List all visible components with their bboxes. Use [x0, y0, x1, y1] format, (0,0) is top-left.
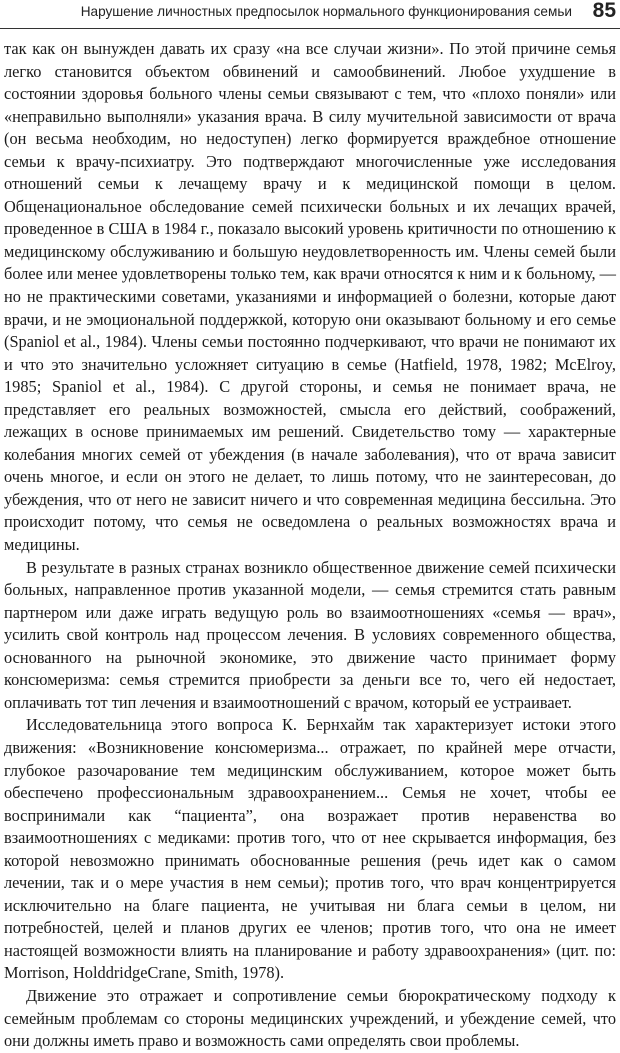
paragraph-3: Исследовательница этого вопроса К. Бернхайм так характеризует истоки этого движения: «Возникновение консюмеризма... отражает, по крайней мере отчасти, глубокое разочарование тем медицинским обслуживанием, которое может быть обеспечено профессиональным здравоохранением... Семья не хочет, чтобы ее воспринимали как “пациента”, она возражает против неравенства во взаимоотношениях с медиками: против того, что от нее скрывается информация, без которой невозможно принимать обоснованные решения (речь идет как о самом лечении, так и о мере участия в нем семьи); против того, что врач концентрируется исключительно на благе пациента, не учитывая ни блага семьи в целом, ни потребностей, целей и планов других ее членов; против того, что она не имеет настоящей возможности влиять на планирование и работу здравоохранения» (цит. по: Morrison, HolddridgeCrane, Smith, 1978).	[4, 715, 616, 983]
page-number: 85	[592, 0, 616, 22]
running-header	[0, 0, 620, 29]
running-title: Нарушение личностных предпосылок нормального функционирования семьи	[80, 4, 572, 19]
paragraph-1: так как он вынужден давать их сразу «на все случаи жизни». По этой причине семья легко становится объектом обвинений и самообвинений. Любое ухудшение в состоянии здоровья больного члены семьи связывают с тем, что «плохо поняли» или «неправильно выполняли» указания врача. В силу мучительной зависимости от врача (он весьма необходим, но недоступен) легко формируется враждебное отношение семьи к врачу-психиатру. Это подтверждают многочисленные уже исследования отношений семьи к лечащему врачу и к медицинской помощи в целом. Общенациональное обследование семей психически больных и их лечащих врачей, проведенное в США в 1984 г., показало высокий уровень критичности по отношению к медицинскому обслуживанию и большую неудовлетворенность им. Члены семей были более или менее удовлетворены только тем, как врачи относятся к ним и к больному, — но не практическими советами, указаниями и информацией о болезни, которые дают врачи, и не эмоциональной поддержкой, которую они оказывают больному и его семье (Spaniol et al., 1984). Члены семьи постоянно подчеркивают, что врачи не понимают их и что это значительно усложняет ситуацию в семье (Hatfield, 1978, 1982; McElroy, 1985; Spaniol et al., 1984). С другой стороны, и семья не понимает врача, не представляет его реальных возможностей, смысла его действий, соображений, лежащих в основе принимаемых им решений. Свидетельство тому — характерные колебания многих семей от убеждения (в начале заболевания), что от врача зависит очень многое, и если он этого не делает, то лишь потому, что не заинтересован, до убеждения, что от него не зависит ничего и что современная медицина бессильна. Это происходит потому, что семья не осведомлена о реальных возможностях врача и медицины.	[4, 39, 616, 555]
paragraph-4: Движение это отражает и сопротивление семьи бюрократическому подходу к семейным проблемам со стороны медицинских учреждений, и убеждение семей, что они должны иметь право и возможность сами определять свои проблемы.	[4, 985, 616, 1051]
paragraph-2: В результате в разных странах возникло общественное движение семей психически больных, направленное против указанной модели, — семья стремится стать равным партнером или даже играть ведущую роль во взаимоотношениях «семья — врач», усилить свой контроль над процессом лечения. В условиях современного общества, основанного на рыночной экономике, это движение часто принимает форму консюмеризма: семья стремится приобрести за деньги все то, чего ей недостает, оплачивать тот тип лечения и взаимоотношений с врачом, который ее устраивает.	[4, 557, 616, 712]
body-text	[4, 38, 616, 1053]
